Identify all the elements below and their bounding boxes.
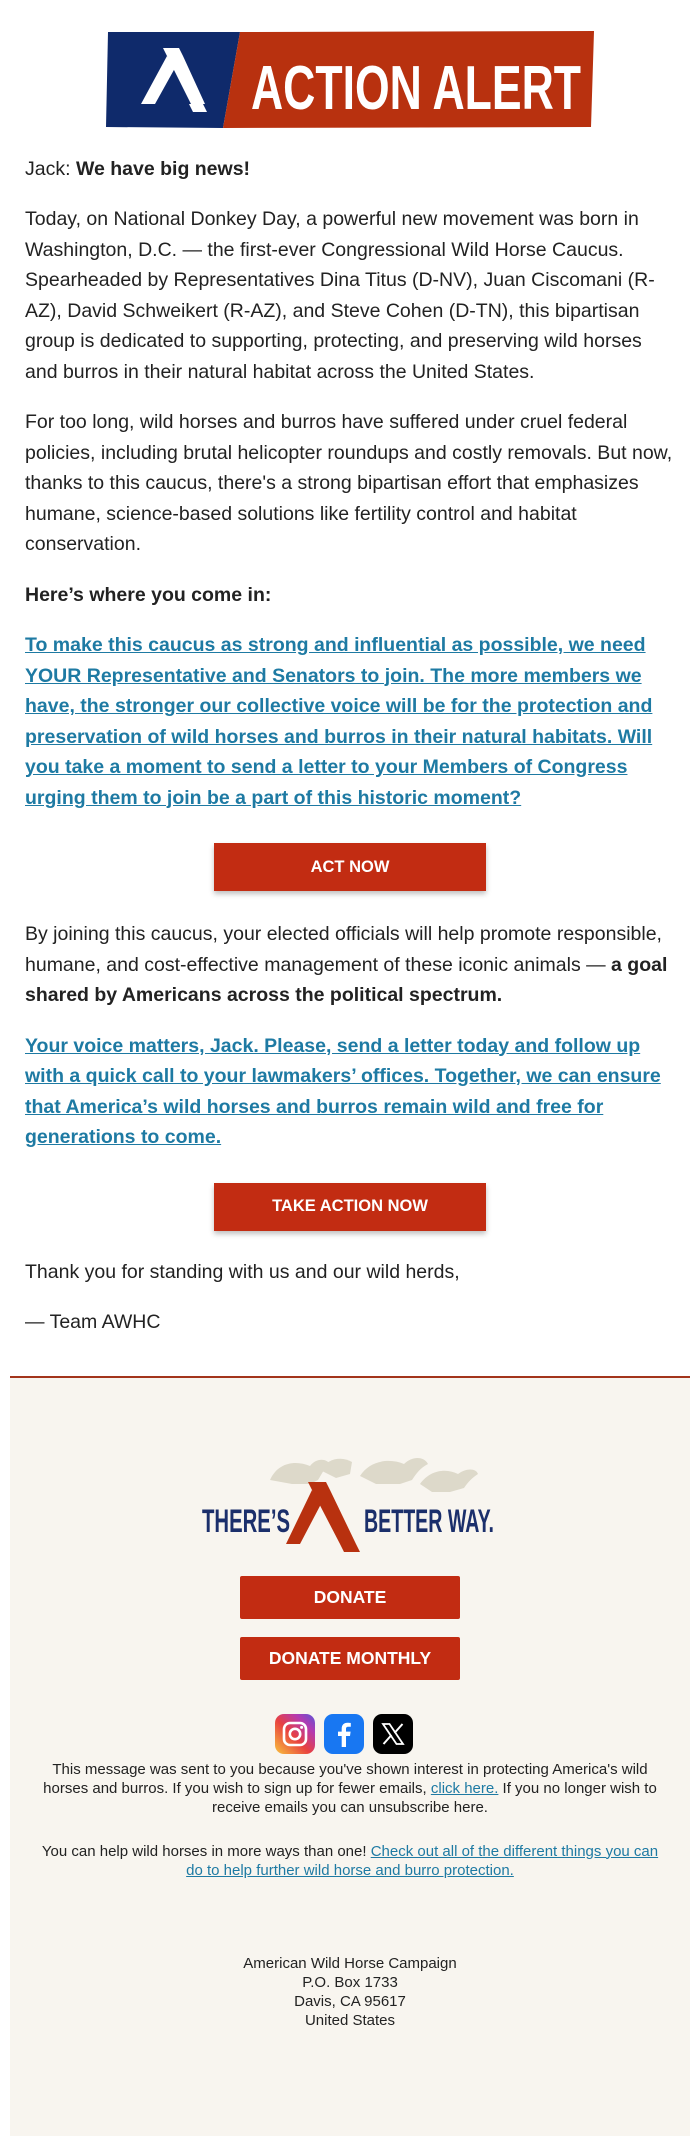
social-links: [275, 1714, 413, 1754]
instagram-icon[interactable]: [275, 1714, 315, 1754]
paragraph-background: For too long, wild horses and burros have suffered under cruel federal policies, including brutal helicopter roundups and costly removals. But now, thanks to this caucus, there's a strong bipartisan effort that emphasizes humane, science-based solutions like fertility control and habitat conservation.: [25, 411, 673, 555]
act-now-button[interactable]: ACT NOW: [214, 843, 486, 891]
paragraph-joining-text: By joining this caucus, your elected officials will help promote responsible, humane, and cost-effective management of these iconic animals —: [25, 923, 662, 976]
tagline-right: BETTER WAY.: [364, 1502, 494, 1539]
take-action-now-button[interactable]: TAKE ACTION NOW: [214, 1183, 486, 1231]
subhead: Here’s where you come in:: [25, 583, 272, 606]
address-country: United States: [304, 2011, 396, 2029]
action-alert-banner: [105, 30, 595, 130]
horses-silhouette-icon: [270, 1458, 478, 1492]
paragraph-joining-bold: a goal shared by Americans across the political spectrum.: [25, 953, 668, 1006]
address-city: Davis, CA 95617: [294, 1992, 406, 2010]
subscription-notice: [40, 1760, 660, 1817]
donate-button[interactable]: DONATE: [240, 1576, 460, 1619]
paragraph-announcement: Today, on National Donkey Day, a powerful new movement was born in Washington, D.C. — the first-ever Congressional Wild Horse Caucus. Spearheaded by Representatives Dina Titus (D-NV), Juan Ciscomani (R-AZ), David Schweikert (R-AZ), and Steve Cohen (D-TN), this bipartisan group is dedicated to supporting, protecting, and preserving wild horses and burros in their natural habitat across the United States.: [25, 208, 655, 383]
address-org: American Wild Horse Campaign: [243, 1954, 457, 1972]
thanks-line: Thank you for standing with us and our wild herds,: [25, 1260, 460, 1283]
donate-monthly-button[interactable]: DONATE MONTHLY: [240, 1637, 460, 1680]
greeting: [25, 154, 675, 184]
x-icon[interactable]: [373, 1714, 413, 1754]
mailing-address: [10, 1954, 690, 2030]
action-alert-logo: [105, 30, 595, 130]
signoff: — Team AWHC: [25, 1311, 161, 1333]
help-more-link[interactable]: Check out all of the different things you can do to help further wild horse and burro protection.: [186, 1842, 659, 1879]
tagline-left: THERE’S: [202, 1502, 290, 1539]
footer: [10, 1378, 690, 2136]
email-body: [0, 154, 700, 1338]
header: [0, 0, 700, 150]
help-more-text: You can help wild horses in more ways than one!: [41, 1842, 371, 1860]
voice-matters-link[interactable]: Your voice matters, Jack. Please, send a letter today and follow up with a quick call to your lawmakers’ offices. Together, we can ensure that America’s wild horses and burros remain wild and free for generations to come.: [25, 1034, 661, 1148]
banner-text: ACTION ALERT: [251, 54, 582, 123]
paragraph-joining: [25, 919, 675, 1011]
unsubscribe-text[interactable]: If you no longer wish to receive emails you can unsubscribe here.: [212, 1779, 657, 1816]
greeting-headline: We have big news!: [75, 158, 251, 180]
awhc-a-mark-icon: [286, 1482, 360, 1552]
facebook-icon[interactable]: [324, 1714, 364, 1754]
greeting-name: Jack:: [25, 158, 71, 180]
help-more-notice: [40, 1842, 660, 1880]
theres-a-better-way-logo: [200, 1440, 520, 1560]
address-box: P.O. Box 1733: [302, 1973, 398, 1991]
subscription-notice-text: This message was sent to you because you've shown interest in protecting America's wild horses and burros. If you wish to sign up for fewer emails,: [43, 1760, 648, 1797]
fewer-emails-link[interactable]: click here.: [430, 1779, 499, 1797]
caucus-letter-link[interactable]: To make this caucus as strong and influential as possible, we need YOUR Representative and Senators to join. The more members we have, the stronger our collective voice will be for the protection and preservation of wild horses and burros in their natural habitats. Will you take a moment to send a letter to your Members of Congress urging them to join be a part of this historic moment?: [25, 634, 653, 809]
